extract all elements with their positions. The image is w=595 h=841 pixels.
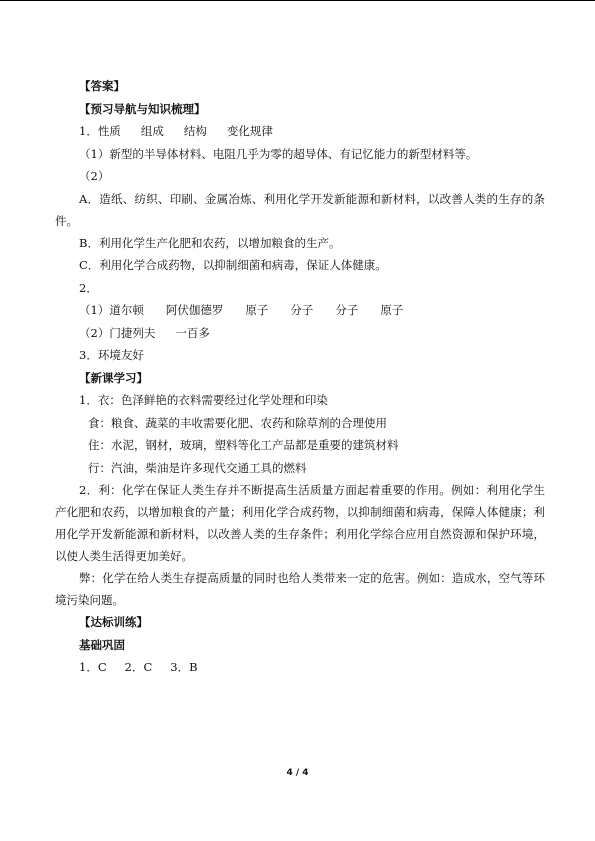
- top-rule: [0, 0, 595, 1]
- nl2-harm: 弊：化学在给人类生存提高质量的同时也给人类带来一定的危害。例如：造成水，空气等环境污染问题。: [55, 571, 545, 607]
- new-lesson-header: 【新课学习】: [79, 370, 148, 385]
- q1-option-b: B．利用化学生产化肥和农药，以增加粮食的生产。: [79, 235, 341, 250]
- q2-term: 原子: [245, 303, 269, 317]
- q1-sub1: （1）新型的半导体材料、电阻几乎为零的超导体、有记忆能力的新型材料等。: [79, 146, 478, 161]
- q1-term: 组成: [140, 124, 164, 138]
- page-number: 4 / 4: [286, 768, 309, 778]
- nl1-housing: 住：水泥，钢材，玻璃，塑料等化工产品都是重要的建筑材料: [88, 438, 399, 452]
- nl1-travel: 行：汽油，柴油是许多现代交通工具的燃料: [88, 460, 307, 475]
- nl1-clothing: 1．衣：色泽鲜艳的衣料需要经过化学处理和印染: [79, 393, 328, 407]
- answer-item: 1．C: [79, 660, 107, 674]
- preview-header: 【预习导航与知识梳理】: [79, 101, 206, 116]
- answer-item: 2．C: [124, 660, 153, 674]
- practice-header: 【达标训练】: [79, 615, 148, 629]
- q1-term: 变化规律: [226, 124, 273, 138]
- q1-number: 1．: [79, 124, 98, 138]
- q2-sub1-prefix: （1）: [79, 303, 110, 317]
- q1-term: 性质: [97, 124, 121, 138]
- answer-document: [55, 75, 545, 679]
- q2-sub2-line: [55, 322, 545, 345]
- answer-header: 【答案】: [79, 79, 125, 93]
- q1-sub2: （2）: [79, 169, 110, 183]
- basic-header: 基础巩固: [79, 637, 125, 652]
- q2-term: 一百多: [175, 325, 210, 340]
- answer-item: 3．B: [170, 660, 198, 674]
- q3-answer: 3．环境友好: [79, 348, 144, 362]
- q2-term: 门捷列夫: [109, 325, 156, 340]
- q2-sub1-line: [55, 299, 545, 322]
- q2-term: 阿伏伽德罗: [165, 303, 224, 317]
- q2-number: 2．: [79, 280, 98, 295]
- q1-term: 结构: [183, 124, 207, 138]
- q1-option-c: C．利用化学合成药物，以抑制细菌和病毒，保证人体健康。: [79, 258, 387, 272]
- q2-term: 分子: [335, 303, 359, 317]
- q2-term: 原子: [380, 303, 404, 317]
- q1-option-a: A．造纸、纺织、印刷、金属冶炼、利用化学开发新能源和新材料，以改善人类的生存的条件。: [55, 191, 545, 228]
- q1-line: [55, 120, 545, 143]
- q2-sub2-prefix: （2）: [79, 325, 110, 340]
- nl1-food: 食：粮食、蔬菜的丰收需要化肥、农药和除草剂的合理使用: [88, 415, 387, 430]
- q2-term: 分子: [290, 303, 314, 317]
- nl2-benefit: 2．利：化学在保证人类生存并不断提高生活质量方面起着重要的作用。例如：利用化学生产化肥和农药，以增加粮食的产量；利用化学合成药物，以抑制细菌和病毒，保障人体健康；利用化学开发新能源和新材料，以改善人类的生存条件；利用化学综合应用自然资源和保护环境，以使人类生活得更加美好。: [55, 483, 545, 563]
- q2-term: 道尔顿: [109, 303, 144, 317]
- basic-answers: [55, 656, 545, 679]
